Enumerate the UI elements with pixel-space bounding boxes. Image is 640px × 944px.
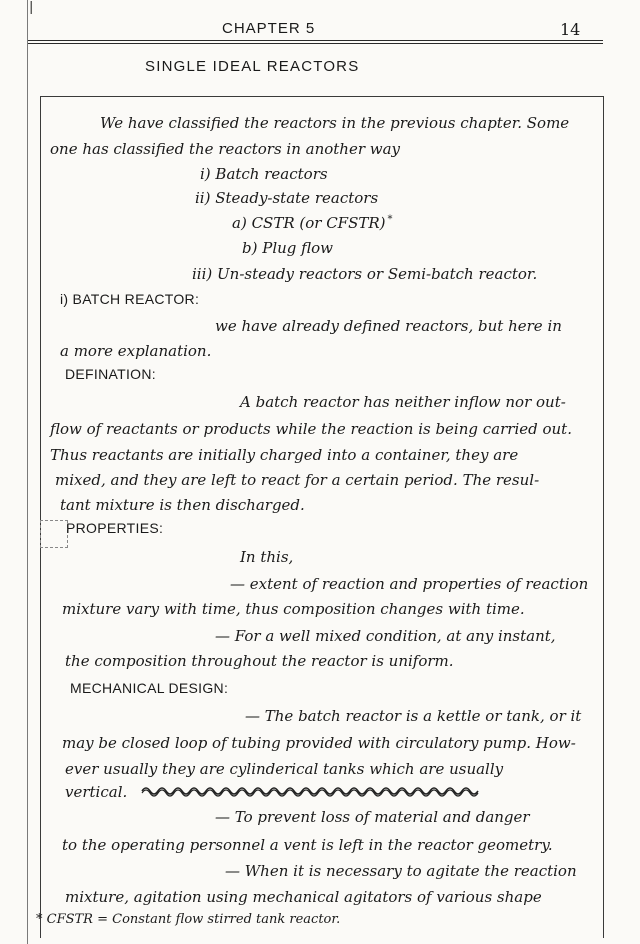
mechanical-line-5: — To prevent loss of material and danger	[215, 808, 530, 826]
mechanical-line-6: to the operating personnel a vent is left in the reactor geometry.	[62, 836, 553, 854]
definition-line-1: A batch reactor has neither inflow nor out-	[240, 393, 566, 411]
batch-line-1: we have already defined reactors, but here in	[215, 317, 562, 335]
list-item-plug-flow: b) Plug flow	[242, 239, 334, 257]
intro-line-2: one has classified the reactors in another way	[50, 140, 401, 158]
properties-line-1: In this,	[240, 548, 294, 566]
list-item-steady: ii) Steady-state reactors	[195, 189, 379, 207]
definition-line-4: mixed, and they are left to react for a certain period. The resul-	[55, 471, 540, 489]
footnote-marker: *	[387, 214, 393, 225]
box-top-border	[40, 96, 604, 97]
header-rule	[28, 40, 603, 41]
footnote: * CFSTR = Constant flow stirred tank reactor.	[36, 912, 341, 927]
box-right-border	[603, 96, 604, 938]
header-rule-double	[28, 43, 603, 44]
definition-line-5: tant mixture is then discharged.	[60, 496, 305, 514]
box-left-border	[40, 96, 41, 938]
mechanical-line-3: ever usually they are cylinderical tanks which are usually	[65, 760, 504, 778]
intro-line-1: We have classified the reactors in the previous chapter. Some	[100, 114, 570, 132]
mechanical-line-1: — The batch reactor is a kettle or tank, or it	[245, 707, 582, 725]
page-title: SINGLE IDEAL REACTORS	[145, 58, 360, 75]
batch-reactor-heading: i) BATCH REACTOR:	[60, 291, 200, 307]
left-margin-line	[27, 0, 28, 944]
mechanical-line-4: vertical.	[65, 783, 128, 801]
list-item-unsteady: iii) Un-steady reactors or Semi-batch reactor.	[192, 265, 538, 283]
properties-line-3: mixture vary with time, thus composition changes with time.	[62, 600, 525, 618]
mechanical-line-2: may be closed loop of tubing provided with circulatory pump. How-	[62, 734, 576, 752]
list-item-cstr: a) CSTR (or CFSTR) *	[232, 214, 393, 232]
definition-line-2: flow of reactants or products while the reaction is being carried out.	[50, 420, 572, 438]
properties-heading: PROPERTIES:	[66, 520, 164, 536]
mechanical-heading: MECHANICAL DESIGN:	[70, 680, 229, 696]
margin-tick: |	[29, 0, 34, 15]
paper-tab	[40, 520, 68, 548]
list-item-batch: i) Batch reactors	[200, 165, 328, 183]
definition-line-3: Thus reactants are initially charged into a container, they are	[50, 446, 519, 464]
properties-line-2: — extent of reaction and properties of reaction	[230, 575, 589, 593]
properties-line-5: the composition throughout the reactor is uniform.	[65, 652, 454, 670]
definition-heading: DEFINATION:	[65, 366, 156, 382]
batch-line-2: a more explanation.	[60, 342, 212, 360]
crossed-out-text	[140, 785, 488, 797]
properties-line-4: — For a well mixed condition, at any instant,	[215, 627, 556, 645]
mechanical-line-7: — When it is necessary to agitate the reaction	[225, 862, 577, 880]
mechanical-line-8: mixture, agitation using mechanical agitators of various shape	[65, 888, 542, 906]
page-number: 14	[560, 20, 581, 39]
chapter-heading: CHAPTER 5	[222, 20, 316, 37]
